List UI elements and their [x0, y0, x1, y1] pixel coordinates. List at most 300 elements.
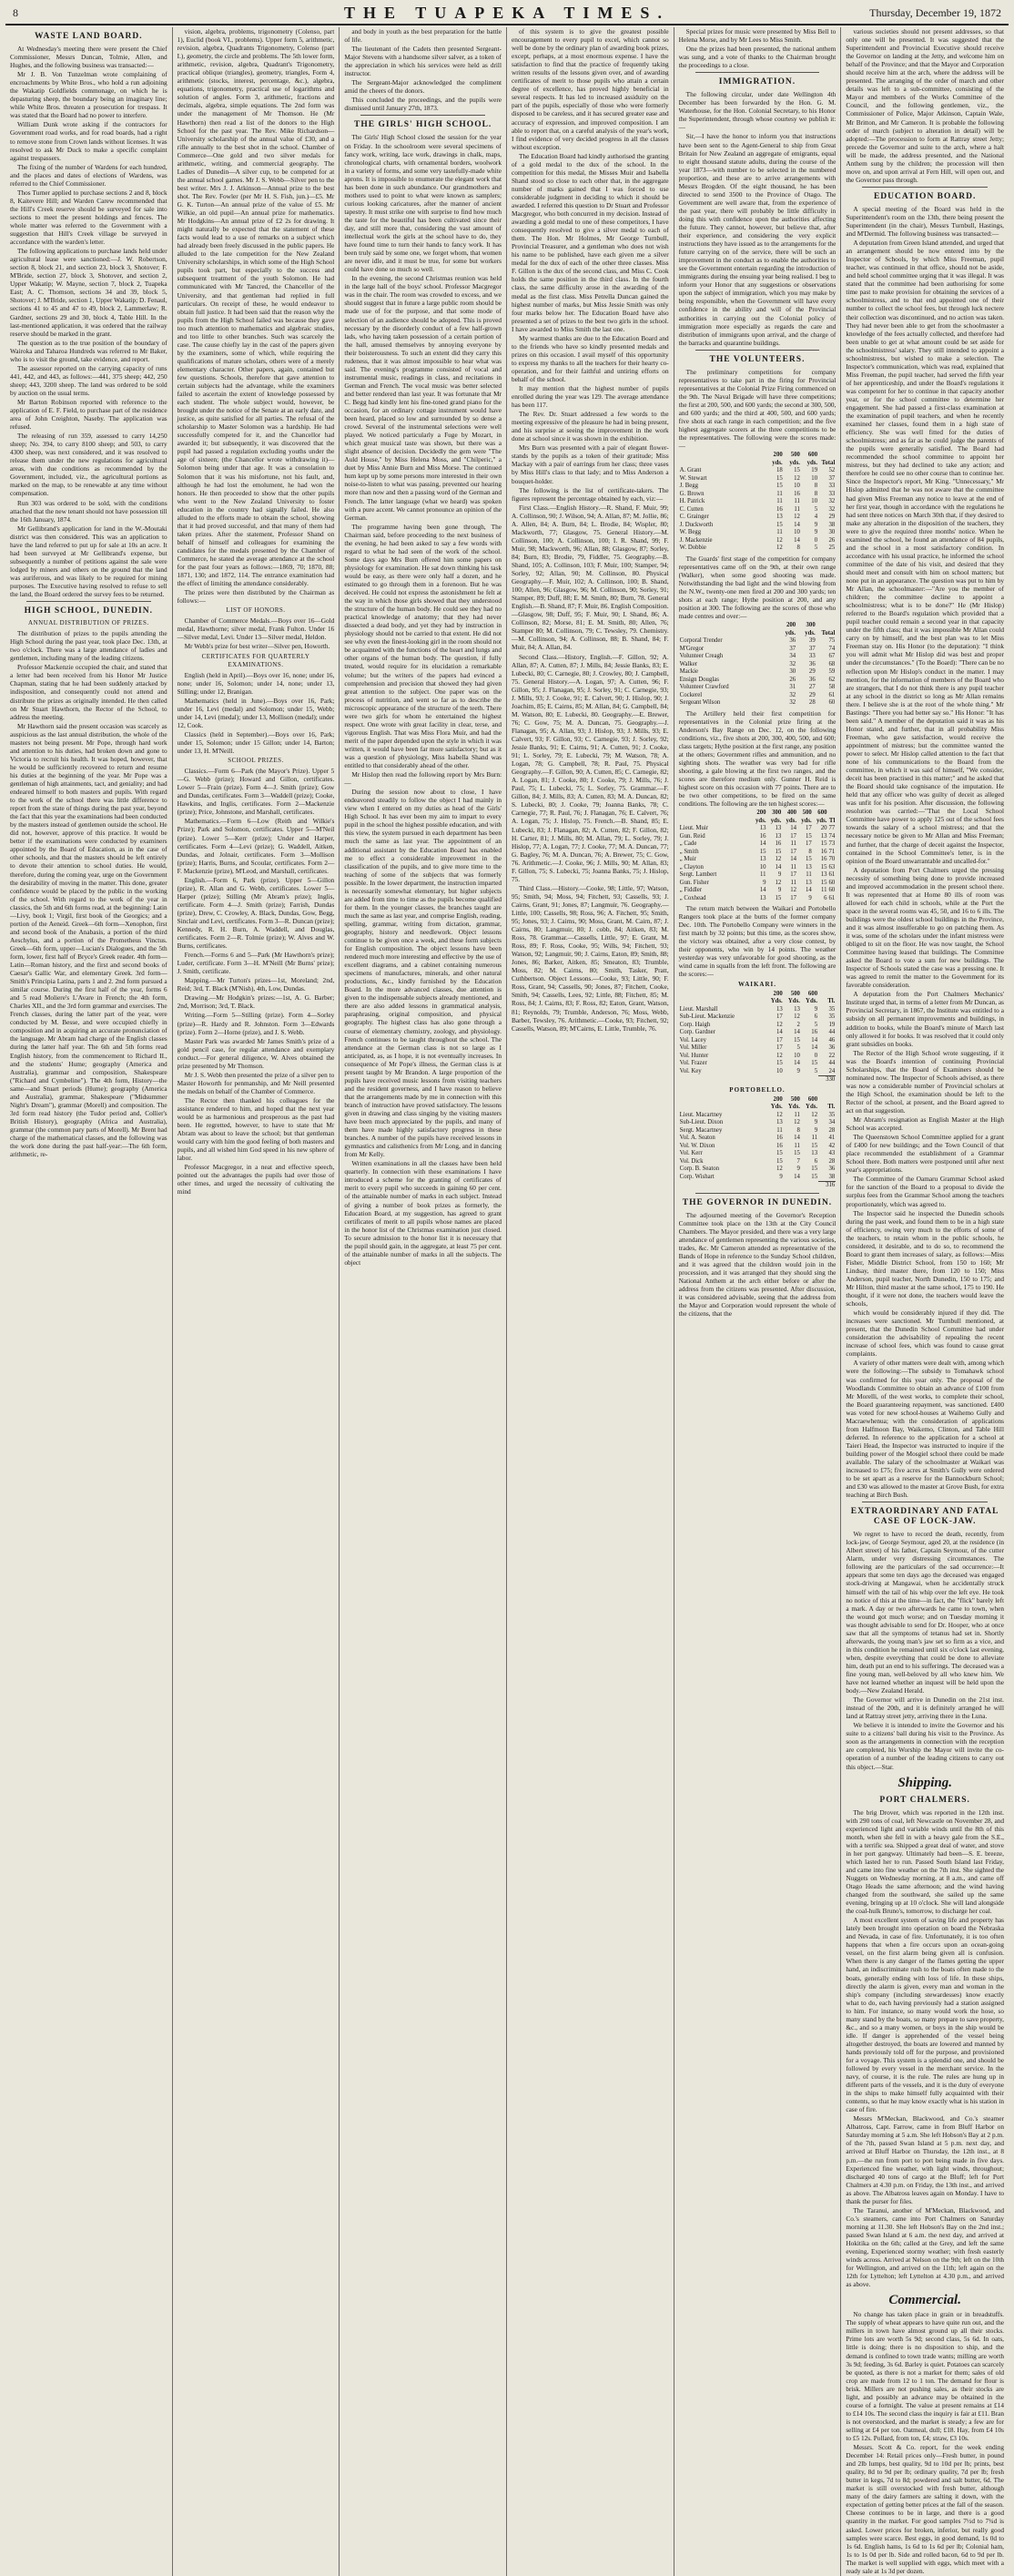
table-cell-score: 12 — [775, 879, 782, 886]
table-cell-score: 15 — [820, 840, 827, 848]
table-cell-score: 74 — [828, 645, 836, 652]
table-cell-score: 15 — [820, 863, 827, 871]
paragraph: Messrs M'Meckan, Blackwood, and Co.'s steamer Albatross, Capt. Farrow, came in from Bluff Harbor on Saturday morning at 5 a.m. She left Hobson's Bay at 2 p.m. of the 7th, passed Swan Island at 5 p.m. next day, and arrived at Bluff Harbor on Thursday, the 12th inst., at 8 p.m.—the run from port to port being made in five days. Experienced fine weather, with light winds, throughout; discharged 40 tons of cargo at the Bluff; left for Port Chalmers at 4.30 p.m. on Friday, the 13th inst., and arrived as above. The Albatross leaves again on Monday. I have to thank the purser for files. — [846, 2114, 1004, 2205]
paragraph: The programme having been gone through, The Chairman said, before proceeding to the next business of the evening, he had been asked to say a few words with regard to what he had seen of the work of the school. Some days ago Mrs Burn offered him some papers on physiology for examination. He sat down thinking his task would be easy, as there were only half a dozen, and he estimated to go through them in a forenoon. But he was deceived. He could not express the astonishment he felt at the way in which those girls showed that they understood the structure of the human body. He could see they had no practical knowledge of anatomy; that they had never dissected a dead body, and yet they had by instruction in physiology should not be carried to that extent. He did not see why even the finest-looking girl in the room should not be acquainted with the functions of the heart and lungs and other organs of the human body. The question, if fully treated, would require for its elucidation a remarkable volume; but the writers of the papers had evinced a comprehension and precision that showed they had given great attention to the subject. One paper was on the process of nutrition, and went so far as to describe the microscopic appearance of the structure of the teeth. There were two girls for whom he entertained the highest respect. One wrote with great facility in clear, terse, and vigorous English. That was Miss Flora Muir, and had the merit of the paper depended upon the style in which it was written, it would have been far more satisfactory; but as it was a question of physiology, Miss Isabella Shand was entitled to that considerably ahead of the other. — [344, 522, 502, 770]
table-cell-score: 17 — [776, 1036, 783, 1044]
table-row — [679, 1037, 837, 1045]
table-cell-name: Vol. Hunter — [679, 1052, 709, 1059]
table-header — [679, 1104, 837, 1112]
paragraph: The distribution of prizes to the pupils attending the High School during the past year, took place Dec. 13th, at two o'clock. There was a large attendance of ladies and gentlemen, including many of the leading citizens. — [10, 629, 167, 663]
table-cell-score: 28 — [828, 1157, 836, 1165]
table-cell-score: 19 — [828, 1021, 836, 1028]
table-cell-name — [679, 452, 766, 460]
table-cell-name — [679, 991, 766, 999]
table-cell-score: 13 — [776, 1005, 783, 1013]
table-cell-score: Yds. — [806, 1104, 818, 1111]
table-cell-score: 500 — [790, 990, 800, 997]
table-row — [679, 1112, 837, 1120]
table-cell-score: 5 — [814, 505, 818, 513]
divider — [695, 350, 820, 351]
paragraph: The question as to the true position of the boundary of Wairoka and Taharoa Hundreds was referred to Mr Baker, who is to visit the ground, take evidence, and report. — [10, 338, 167, 363]
table-cell-score: 15 — [776, 1150, 783, 1157]
table-cell-name: G. Brown — [679, 490, 705, 497]
table-row — [679, 1143, 837, 1151]
column-1 — [5, 27, 173, 2576]
table-cell-score: 8 — [808, 848, 812, 855]
paragraph: The Rector then thanked his colleagues for the assistance rendered to him, and hoped that the next year would be as harmonious and prosperous as the past had been. He regretted, however, to have to state that Mr Abram was about to leave the school; but that gentleman would carry with him the good feeling of both masters and pupils, and all wished him God speed in his new sphere of labor. — [177, 1095, 335, 1163]
table-cell-name — [679, 818, 752, 826]
paragraph: Mr Barton Robinson reported with reference to the application of E. F. Field, to purchase part of the residence area of John Creighton, Naseby. The application was refused. — [10, 397, 167, 432]
paragraph: Written examinations in all the classes have been held quarterly. In connection with these examinations I have introduced a scheme for the granting of certificates of merit to every pupil who succeeds in gaining 60 per cent. of the attainable number of marks in each subject. Instead of giving a number of book prizes as formerly, the Education Board, at my suggestion, has agreed to grant certificates of merit to all pupils whose names are placed in the honor list of the Christmas examination just closed. To secure admission to the honor list it is necessary that the pupil should gain, in the aggregate, at least 75 per cent. of the attainable number of marks in all the subjects. The object — [344, 1159, 502, 1267]
table-cell-score: 77 — [828, 825, 836, 832]
table-cell-score: 36 — [828, 1166, 836, 1173]
headline-waste-land-board: WASTE LAND BOARD. — [35, 32, 143, 41]
table-cell-score: Tl. — [827, 998, 836, 1005]
table-cell-score: 13 — [775, 832, 782, 840]
table-row — [679, 1135, 837, 1143]
table-cell-score: 8 — [814, 483, 818, 490]
table-cell-score: 44 — [828, 1029, 836, 1036]
table-row — [679, 849, 837, 857]
table-cell-score: 8 — [814, 490, 818, 497]
paragraph: Mathematics (held in June).—Boys over 16, Park; under 16, Levi (medal) and Solomon; under 15, Webb; under 14, Levi (medal); under 13, Mollison (medal); under 12, Cook. — [177, 696, 335, 729]
table-cell-score: 74 — [828, 832, 836, 840]
table-row — [679, 856, 837, 864]
table-cell-name: Volunteer Creagh — [679, 653, 724, 660]
table-cell-score: yds. — [786, 817, 797, 824]
table-cell-score: 9 — [814, 1126, 818, 1134]
paragraph: The lieutenant of the Cadets then presented Sergeant-Major Stevens with a handsome silver salver, as a token of the appreciation in which his services were held as drill instructor. — [344, 45, 502, 78]
column-6 — [841, 27, 1009, 2576]
table-cell-score: 11 — [790, 840, 797, 848]
table-cell-score: 600 — [807, 990, 818, 997]
paragraph: A variety of other matters were dealt with, among which were the following:—The subsidy to Tomahawk school was confirmed for this year only. The proposal of the Woodlands Committee to obtain an advance of £100 from Mr Morelli, of the west works, to complete their school, the Board guaranteeing repayment, was sanctioned. £400 was voted for new school-houses at Waihemo Gully and Macraewhenua; with the consideration of applications from Halfmoon Bay, Waikemo, Clinton, and Table Hill deferred. In reference to the application for a school at Taieri Head, the Inspector was instructed to inquire if the building power of the Mosgiel school there could be made available. The salary of the schoolmaster at Waikari was increased to £75; five acres at Smith's Gully were ordered to be set apart as a reserve for the Bannockburn School; and £30 was allowed to the master at Grove Bush, for extra teaching at Birch Bush. — [846, 1359, 1004, 1500]
table-cell-score: 9 — [763, 879, 766, 886]
table-cell-score: 5 — [796, 1044, 800, 1052]
table-row — [679, 1013, 837, 1022]
paragraph: Mr J. S. Webb then presented the prize of a silver pen to Master Howorth for penmanship, and Mr Neill presented the medals on behalf of the Chamber of Commerce. — [177, 1070, 335, 1095]
paragraph: The Girls' High School closed the session for the year on Friday. In the schoolroom were several specimens of fancy work, writing, lace work, drawings in chalk, maps, chronological charts, with ornamental borders, woolwork in a variety of forms, and some very tastefully-made white aprons. It is impossible to enumerate the elegant work that has been done in such abundance. Our grandmothers and mothers used to point to what were known as samplers; curious looking caricatures, after the manner of ancient tapestry. It must strike one with surprise to find how much the taste for the beautiful has been cultivated since their day, and still more that, considering the vast amount of intellectual work the girls at the school have to do, they have found time to turn their hands to fancy work. It has been truly said by some one, we forget whom, that women are never idle, and it must be true, for some but workers could have done so much so well. — [344, 133, 502, 274]
table-cell-score: 11 — [776, 490, 783, 497]
table-cell-score: 60 — [828, 879, 836, 886]
paragraph: Professor Macgregor, in a neat and effective speech, pointed out the advantages the pupils had over those of other times, and urged the necessity of cultivating the mind — [177, 1163, 335, 1196]
table-cell-score: 11 — [776, 498, 783, 505]
table-cell-score: 600 — [817, 809, 827, 817]
paragraph: The following circular, under date Wellington 4th December has been forwarded by the Hon. G. M. Waterhouse, for the Hon. Colonial Secretary, to his Honor the Superintendent, through whose courtesy we publish it:— — [678, 90, 837, 132]
table-cell-score: 17 — [805, 840, 812, 848]
divider — [360, 115, 485, 116]
table-cell-score: 35 — [828, 1005, 836, 1013]
table-cell-score: 10 — [811, 474, 818, 482]
table-cell-score: 12 — [794, 1119, 800, 1126]
table-cell-name — [679, 460, 766, 468]
paragraph: A special meeting of the Board was held in the Superintendent's room on the 13th, there being present the Superintendent (in the chair), Messrs Turnbull, Hastings, and M'Dermid. The following business was transacted:— — [846, 204, 1004, 239]
table-cell-score: 2 — [796, 1021, 800, 1028]
table-cell-name — [679, 622, 777, 630]
table-cell-score: yds. — [816, 817, 827, 824]
table-cell-name: Cockerel — [679, 691, 703, 698]
table-cell-score: 16 — [820, 848, 827, 855]
table-cell-score: 16 — [775, 840, 782, 848]
table-cell-name: W. Stewart — [679, 474, 707, 482]
table-cell-score: 14 — [811, 1036, 818, 1044]
table-cell-name: „ Coxhead — [679, 894, 706, 901]
table-row — [679, 699, 837, 708]
table-cell-name: M'Gregor — [679, 645, 705, 652]
table-cell-name: Sergeant Wilson — [679, 699, 721, 707]
issue-date: Thursday, December 19, 1872 — [869, 6, 1001, 19]
table-cell-score: 6 — [814, 1013, 818, 1021]
paragraph: The Guards' first stage of the competition for company representatives came off on the 9th, at their own range (Walker), when some good shooting was made. Notwithstanding the bad light and the wind blowing from the N.W., twenty-one men fired at 200 and 300 yards; ten shots at each range; Hythe position at 200, and any position at 300. The following are the scores of those who made centres and over:— — [678, 554, 837, 620]
table-cell-score: 37 — [789, 645, 796, 652]
table-cell-score: 200 — [756, 809, 766, 817]
paragraph: We believe it is intended to invite the Governor and his suite to a citizens' ball during his visit to the Province. As soon as the arrangements in connection with the reception are completed, his Worship the Mayor will invite the co-operation of a number of the leading citizens to carry out this object.—Star. — [846, 1721, 1004, 1771]
table-row — [679, 825, 837, 833]
table-cell-score: 12 — [775, 856, 782, 863]
paragraph: The Rector of the High School wrote suggesting, if it was the Board's intention of continuing Provincial Scholarships, that the Board of Examiners should be nominated now. The Inspector of Schools advised, as there was now a considerable number of Provincial scholars at the High School, the examination should be left to the Rector of the school, at present, and the Board agreed to act on that suggestion. — [846, 1048, 1004, 1115]
table-row — [679, 1119, 837, 1127]
table-cell-score: Total — [821, 629, 836, 636]
table-cell-score: 59 — [828, 668, 836, 676]
paragraph: The Sergeant-Major acknowledged the compliment amid the cheers of the donors. — [344, 78, 502, 96]
table-cell-score: 11 — [760, 871, 766, 879]
table-cell-score: 67 — [828, 653, 836, 660]
paragraph: Classics.—Form 6—Park (the Mayor's Prize). Upper 5—G. Webb (prize); Howard and Gillon, certificates. Lower 5—Frain (prize). Form 4—J. Smith (prize); Gow and Dundas, certificates. Form 3—Waddell (prize); Cooke, Hawkins, and Inglis, certificates. Form 2—Mackenzie (prize); Price, Johnstone, and Marshall, certificates. — [177, 767, 335, 817]
table-cell-score: Tl. — [827, 1104, 836, 1111]
headline-immigration: IMMIGRATION. — [718, 77, 796, 87]
paragraph: It may mention that the highest number of pupils enrolled during the year was 129. The average attendance has been 117. — [512, 384, 669, 410]
headline-port-chalmers: PORT CHALMERS. — [879, 1795, 970, 1805]
table-cell-name: Vol. Kerr — [679, 1150, 703, 1157]
table-cell-score: 14 — [776, 1029, 783, 1036]
table-cell-score: 30 — [828, 529, 836, 536]
paragraph: Mr Hawthorn said the present occasion was scarcely as auspicious as the last annual distribution, the whole of the masters not being present. Mr Pope, through hard work and attention to his duties, had broken down and gone to Victoria to recruit his health. It was hoped, however, that he would be sufficiently recovered to return and resume his duties at the beginning of the year. Mr Pope was a gentleman of high attainments, tact, and geniality; and had endeared himself to both masters and pupils. With regard to the work of the school there was little difference to report from the state of things during the past year, beyond the fact that this year the examinations had been conducted by the masters instead of gentlemen outside the school. He did not, however, approve of this practice. It would be better if the examinations were conducted by examiners appointed by the Board of Education, as in the case of other schools, and that the masters should be left entirely to devote their attention to school duties. He would, therefore, during the coming year, urge on the Government the desirability of moving in the matter. This done, greater confidence would be placed by the public in the working of the school. With regard to the work of the year in classics, the 5th and 6th forms read, at the beginning: Latin—Livy, book 1; Virgil, first book of the Georgics; and a portion of the Aeneid. Greek—6th form—Xenophon, first and second book of the Anabasis, a portion of the third Aeschylus, and a portion of the Prometheus Vinctus. Greek—6th form, upper—Lucian's Dialogues, and the 5th form, lower, first half of Bryce's Greek reader. 4th form—Latin—Roman history, and the first and second books of Caesar's Gallic War, and elementary Greek. 3rd form—Smith's Principia Latina, parts 1 and 2. 2nd form pursued a similar course. During the first half of the year, forms 6 and 5 read Moliere's L'Avare in French; the 4th form, Charles XII., and the 3rd form grammar and exercises. The French classes, during the latter part of the year, were conducted by M. Besse, and were occupied chiefly in composition and in acquiring an accurate pronunciation of the language. Mr Abram had charge of the English classes during the latter half year. The 6th and 5th forms read English history, from the commencement to Richard II., and the students' Hume; geography (America and Australia), grammar and composition, Shakespeare ("Richard and Cymbeline"). The 4th form, History—the same—and Stuart periods (Hume); geography (America and Australia), grammar, Shakespeare ("Midsummer Night's Dream"), grammar (Morell) and composition. The 3rd form read history (the Tudor period and, Collier's British History), geography (Africa and Australia), grammar (the common pary parts of Morell). Mr Brent had charge of the mathematical classes, and the following was the work done during the past half-year:—The 6th form, arithmetic, re- — [10, 721, 167, 1159]
table-cell-score: 16 — [776, 1135, 783, 1142]
table-row — [679, 653, 837, 661]
table-cell-score: 61 — [828, 691, 836, 698]
table-cell-score: 26 — [828, 536, 836, 544]
divider — [862, 187, 988, 188]
table-cell-score: 11 — [790, 863, 797, 871]
table-total: 316 — [818, 1182, 836, 1190]
table-cell-score: yds. — [785, 629, 796, 636]
paragraph: Mr Webb's prize for best writer—Silver pen, Howorth. — [184, 642, 330, 651]
table-cell-score: 68 — [828, 660, 836, 667]
table-cell-score: yds. — [772, 459, 783, 466]
paragraph: The prizes were then distributed by the Chairman as follows:— — [177, 588, 335, 606]
table-cell-score: 70 — [828, 856, 836, 863]
table-cell-score: 18 — [776, 467, 783, 474]
table-cell-name: „ Muir — [679, 856, 696, 863]
table-cell-score: 15 — [776, 474, 783, 482]
table-cell-score: 11 — [806, 871, 812, 879]
table-cell-name: J. Duckworth — [679, 521, 714, 528]
table-cell-score: 6 — [824, 894, 827, 901]
table-cell-score: 28 — [808, 699, 816, 707]
table-cell-score: 0 — [814, 536, 818, 544]
table-cell-score: 9 — [796, 1067, 800, 1074]
table-cell-score: 8 — [796, 1126, 800, 1134]
table-cell-score: yds. — [755, 817, 766, 824]
table-cell-name: Lieut. Marshall — [679, 1005, 718, 1013]
table-cell-score: yds. — [801, 817, 812, 824]
table-cell-score: 12 — [776, 1111, 783, 1118]
paragraph: A deputation from Green Island attended, and urged that an arrangement should be now entered into by the Inspector of Schools, by which Miss Freeman, pupil teacher, was continued in that office, should not be aside, and held school committee urging that it was illegal. It was stated that the committee had been authorising for some time past to make provision for obtaining the services of a schoolmistress, and to that end appointed one of their number to collect the school fees, but through luck nectere their collection was discontinued, and no action was taken. They had never been able to get from the schoolmaster a knowledge of the fees actually collected, and therefore had been unable to get at what amount could be set aside for the schoolmistress' salary. They still intended to appoint a schoolmistress, but wished to make a selection. The Inspector's communication, which was read, explained that Miss Freeman, the pupil teacher, had served the fifth year of her apprenticeship, and under the Board's regulations it was competent for her to continue in that capacity another year, or for the school committee to determine her engagement. She had passed a first-class examination at the examination of pupil teachers, and when he recently examined her classes, found them in a high state of efficiency. She was well fitted for the duties of schoolmistress; and as far as he could judge the parents of the pupils were generally satisfied. The Board had recommended the school committee to appoint her mistress, but they had declined to take any action; and therefore he could see no other course than to continue her. Since the Inspector's report, Mr King. "Unnecessary," Mr Hislop admitted that he was not aware that the committee had given Miss Freeman any notice to leave at the end of her first year, though in accordance with the regulations he had sent three notices on March 30th that, if they desired to make any alteration in the disposition of the teachers, they were to give the required three months' notice. When he examined the school, he found an attendance of 84 pupils, and the school in a most satisfactory condition. In accordance with his usual practice, he informed the school committee of the date of his visit, and desired that they should meet and consult with him on school matters; but none put in an appearance. The question was put to him by Mr Allan, the schoolmaster:—"Are you the member of children; the committee decline to appoint a schoolmistress; what is to be done?" He (Mr Hislop) referred to the Board's regulation which provided that a pupil teacher could remain a second year in that capacity under the fifth class; that it was impossible Mr Allan could carry on by himself, and the best plan was to let Miss Freeman stay on. His Honor (to the deputation): "I think you will admit what Mr Hislop did was best and proper under the circumstances." (To the Board): "There can be no reflection upon Mr Hislop's conduct in the matter. I may mention, for the information of members of the Board who are strangers, that I do not think there is any pupil teacher at any school in the district so long as Mr Allan remains there. I believe she is at the root of the whole thing." Mr Bastings: "There you had better say so." His Honor: "It has been said." A member of the deputation said it was as his Honor stated, and further, that in all probability Miss Freeman, who gave satisfaction, would receive the appointment of mistress; but the committee wanted the power to select. Mr Hislop called attention to the fact that none of his communications to the Board from the committee, in which it was said of himself, "We consider, deceit has been practised in this matter;" and he asked that the Board should take cognisance of the imputation. He held that any officer who was guilty of deceit as alleged was unfit for his position. After discussion, the following resolution was carried:—"That the Local School Committee have power to apply 125 out of the school fees towards the salary of a school mistress; and that the necessary notice be given to Mr Allan and Miss Freeman; and further, that the charge of deceit against the Inspector, contained in the School Committee's letter, is in the opinion of the Board unwarrantable and uncalled-for." — [846, 239, 1004, 865]
table-row — [679, 887, 837, 895]
paragraph: The brig Drover, which was reported in the 12th inst. with 290 tons of coal, left Newcastle on November 28, and experienced light and variable winds until the 8th of this month, when she fell in with a heavy gale from the S.E., with a terrific sea. Shipped a great deal of water, and stove in her port gangway. Ultimately had been—S. E. breeze, which lasted her to run. Passed South Island last Friday, and came into fine weather on the 7th inst. She sighted the Nuggets on Wednesday morning, at 8 a.m., and came off Otago Heads the same afternoon; and the wind having changed from the southward, she sailed up the same evening, bringing up at 10 o'clock. She will land alongside the coal-hulk Bruno's, tomorrow, to discharge her coal. — [846, 1807, 1004, 1916]
paragraph: At Wednesday's meeting there were present the Chief Commissioner, Messrs Duncan, Tolmie, Allen, and Hughes, and the following business was transacted:— — [10, 45, 167, 70]
table-cell-score: 11 — [794, 1142, 800, 1149]
table-row — [679, 1053, 837, 1061]
table-cell-name: J. Mackenzie — [679, 536, 713, 544]
table-cell-score: 12 — [794, 1013, 800, 1021]
table-header — [679, 991, 837, 999]
table-cell-score: 11 — [794, 505, 800, 513]
table-row — [679, 864, 837, 872]
table-row — [679, 522, 837, 530]
table-cell-name — [679, 809, 752, 818]
table-cell-score: 10 — [776, 1067, 783, 1074]
table-cell-name: Lieut. Muir — [679, 825, 708, 832]
table-cell-score: 10 — [759, 863, 766, 871]
table-cell-name: C. Grainger — [679, 514, 709, 521]
headline-education-board: EDUCATION BOARD. — [873, 191, 977, 201]
column-2 — [173, 27, 340, 2576]
table-cell-score: 15 — [794, 1150, 800, 1157]
column-5 — [674, 27, 842, 2576]
paragraph: The Artillery held their first competition for representatives in the Colonial prize firing at the Anderson's Bay Range on Dec. 12, on the following conditions, viz., five shots at 200, 300, 400, 500, and 600; class targets; Hythe position at the first range, any position at the others; Government rifles and ammunition, and no sighting shots. The weather was very bad for rifle shooting, a gale blowing at the first two ranges, and the scores are therefore medium only. Gunner H. Reid is highest score on this occasion with 77 points. There are to be two other competitions, to be fired on the same conditions. The following are the ten highest scores:— — [678, 708, 837, 809]
paragraph: Classics (held in September).—Boys over 16, Park; under 15, Solomon; under 15 Gillon; under 14, Barton; under 13, H. M'Neill. — [177, 729, 335, 756]
table-cell-score: 0 — [814, 1052, 818, 1059]
paragraph: various societies should not present addresses, so that only one will be presented. It was suggested that the Superintendent and Provincial Executive should receive the Governor on landing at the Jetty, and welcome him on behalf of the Province; and that the Mayor and Corporation should receive him at the arch, where the address will be presented. The arranging of the order of march and other details was left to a sub-committee, consisting of the Mayor and members of the Works Committee of the Council, and the following gentlemen, viz., the Commissioner of Police, Major Atkinson, Captain Wale, Mr Britton, and Mr Cameron. It is probable the following order of march (subject to alteration in detail) will be adopted:—The procession to form at Rattray street Jetty; precede the Governor and suite to the arch, where a halt will be made, the address presented, and the National Anthem sung by the children; the procession will then move on, and upon arrival at Fern Hill, will open out, and the Governor pass through. — [846, 27, 1004, 184]
table-cell-score: Yds. — [787, 998, 800, 1005]
paragraph: In the evening, the second Christmas reunion was held in the large hall of the boys' school. Professor Macgregor was in the chair. The room was crowded to excess, and we should suggest that in future a large public room should be made use of for the purpose, and that some mode of selection of an audience should be adopted. This is proved necessary by the disorderly conduct of a few half-grown lads, who having taken possession of a certain portion of the hall, amused themselves by annoying everyone by their boisterousness. To such an extent did they carry this rudeness, that it was almost impossible to hear what was said. The evening's programme consisted of vocal and instrumental music, readings in class, and recitations in German and French. The vocal music was better selected and better rendered than last year. It was fortunate that Mr C. Begg had kindly lent his fine-toned grand piano for the occasion, for an ordinary cottage instrument would have been heard, placed so low and surrounded by so dense a crowd. Several of the instrumental selections were well played. We noticed particularly a Fuge by Mozart, in which great musical taste was shown, but there was a slight absence of decision. Decidedly the gem were "The Auld House," by Miss Helena Moss, and "Chilperic," a duet by Miss Annie Burn and Miss Morse. The continued hum kept up by some persons more interested in their own noise-to-listen to what was passing, prevented our hearing more than now and then a passing word of the German and French. The latter language (what we heard) was spoken with a pure accent. We cannot pronounce an opinion of the German. — [344, 274, 502, 522]
paragraph: The Education Board had kindly authorised the granting of a gold medal to the dux of the school. In the competition for this medal, the Misses Muir and Isabella Shand stood so close to each other that, in the aggregate number of marks gained that I was forced to use considerable judgment in deciding to which it should be awarded. I referred this question to Dr Stuart and Professor Macgregor, who both concurred in my decision. Instead of awarding a gold medal to one of these competitors, I have consequently resolved to give a silver medal to each of them. The Hon. Mr Holmes, Mr George Turnbull, Provincial Treasurer, and a gentleman who does not wish his name to be published, have each given me a silver medal for the dux of each of the other three classes. Miss F. Gillon is the dux of the second class, and Miss C. Cook holds the same position in the third class. In the fourth class, the same difficulty arose in the awarding of the medal as the first class. Miss Petrella Duncan gained the highest number of marks, but Miss Jessie Smith was only four marks below her. The Education Board have also presented a set of prizes to the best two girls in the school. I have awarded to Miss Smith the last one. — [512, 151, 669, 333]
table-cell-score: 14 — [794, 536, 800, 544]
table-cell-name: Volunteer Crawford — [679, 684, 729, 691]
table-cell-score: 9 — [779, 1173, 783, 1180]
table-header — [679, 998, 837, 1006]
table-cell-score: 24 — [828, 1067, 836, 1074]
table-cell-score: 13 — [805, 863, 812, 871]
table-cell-score: 9 — [814, 1119, 818, 1126]
table-cell-score: 43 — [828, 1150, 836, 1157]
table-cell-name: „ Fiddler — [679, 887, 703, 894]
columns — [5, 27, 1009, 2575]
table-cell-score: 15 — [776, 521, 783, 528]
table-cell-name: H. Patrick — [679, 498, 705, 505]
table-cell-score: 12 — [776, 545, 783, 552]
table-cell-score: 38 — [828, 1173, 836, 1180]
paragraph: The releasing of run 359, assessed to carry 14,250 sheep; No. 394, to carry 8100 sheep; and 503, to carry 4300 sheep, was next considered, and it was resolved to release them under the new regulations for agricultural areas, with due conditions as recommended by the Government, included, viz., the agricultural portions as marked on the map, to be renewable at any time without compensation. — [10, 432, 167, 498]
table-cell-score: 60 — [828, 887, 836, 894]
table-row — [679, 1166, 837, 1174]
table-cell-score: 15 — [811, 1173, 818, 1180]
table-row — [679, 514, 837, 522]
table-cell-name: Vol. Key — [679, 1067, 702, 1074]
table-cell-score: 500 — [790, 1095, 800, 1103]
table-cell-score: 11 — [776, 1126, 783, 1134]
table-cell-score: 13 — [805, 879, 812, 886]
table-cell-score: yds. — [805, 629, 816, 636]
table-row — [679, 677, 837, 685]
table-cell-name: Corp. Wishart — [679, 1173, 715, 1180]
table-cell-name: Sub-Lieut. Dixon — [679, 1119, 724, 1126]
table-cell-name: Corp. Gardner — [679, 1029, 715, 1036]
table-cell-name: „ Cade — [679, 840, 697, 848]
table-cell-score: 15 — [811, 1060, 818, 1067]
table-cell-score: 36 — [789, 637, 796, 645]
paragraph: Sir,—I have the honor to inform you that instructions have been sent to the Agent-General to ship from Great Britain for New Zealand an aggregate of emigrants, equal to eight thousand statute adults, during the course of the year 1873—with number to be selected in the numbered proportion, and these are to arrive arrangements with Messrs Brogden. Of the eight thousand, he has been directed to send 3500 to the Province of Otago. The Government are well aware that, from the experience of the past year, there will probably be little difficulty in doing this with confidence upon the authorities affecting the future. They cannot, however, but believe that, after their experience, and considering the very explicit instructions they have issued as to the arrangements for the future carrying on of the service, there will be such an improvement in the conduct as to enable the authorities to see the Government entertain regarding the introduction of immigrants during the ensuing year being realised. I beg to inform your Honor that any suggestions or observations upon the subject of immigration, which you may make by being responsible, when the Government will have every confidence in the ability and will of the Provincial authorities in carrying out the Colonial policy of immigration more especially as regards the care and distribution of immigrants upon arrival, and the charge of the barracks and quarantine buildings. — [678, 132, 837, 347]
table-cell-score: 13 — [811, 1150, 818, 1157]
table-cell-score: 6 — [814, 1157, 818, 1165]
table-cell-score: 15 — [776, 1060, 783, 1067]
table-header — [679, 818, 837, 826]
table-cell-name: Mackie — [679, 668, 699, 676]
section-heading-shipping: Shipping. — [897, 1775, 952, 1790]
column-3 — [340, 27, 507, 2576]
paragraph: The following applications to purchase lands held under agricultural lease were sanctioned:—J. W. Robertson, section 8, block 21, and section 23, block 3, Shotover; F. M'Bride, section 27, block 3, Shotover, and section 2, Upper Wakatip; W. Mayne, section 7, block 2, Tuapeka East; A. C. Thomson, sections 34 and 39, block 5, Shotover; J. M'Bride, section 1, Upper Wakatip; D. Fenaul, sections 41 to 45 and 47 to 49, block 2, Lammerlaw; R. Gardner, sections 29 and 30, block 4, Table Hill. In the last-mentioned application, it was ordered that the railway reserve should be marked in the grant. — [10, 247, 167, 338]
table-cell-score: 200 — [773, 1095, 783, 1103]
table-row — [679, 880, 837, 888]
table-cell-name: Vol. Dick — [679, 1157, 704, 1165]
table-cell-score: 14 — [794, 1135, 800, 1142]
table-row — [679, 895, 837, 903]
table-row — [679, 1060, 837, 1068]
table-cell-score: 13 — [820, 871, 827, 879]
table-cell-name — [679, 630, 777, 638]
table-cell-score: 12 — [794, 474, 800, 482]
paragraph: Mapping.—Mr Turton's prizes—1st, Moreland; 2nd, Reid; 3rd, T. Black (M'Nish), 4th, Low, Dundas. — [177, 976, 335, 993]
table-cell-score: 16 — [811, 1029, 818, 1036]
table-cell-score: 33 — [828, 483, 836, 490]
table-cell-score: 42 — [828, 1142, 836, 1149]
table-cell-score: 37 — [808, 645, 816, 652]
paragraph: The Rev. Dr. Stuart addressed a few words to the meeting expressive of the pleasure he had in being present, and his surprise at seeing the improvement in the work done at school since it was shown in the exhibition. — [512, 410, 669, 443]
table-cell-score: 14 — [794, 1029, 800, 1036]
paragraph: Drawing.—Mr Hodgkin's prizes:—1st, A. G. Barber; 2nd, Morrison; 3rd, T. Black. — [177, 993, 335, 1011]
table-cell-score: 28 — [828, 1126, 836, 1134]
table-row — [679, 506, 837, 514]
table-cell-name: Ensign Douglas — [679, 676, 719, 683]
table-total-row — [679, 1076, 837, 1084]
table-cell-score: 500 — [790, 452, 800, 459]
table-cell-score: 73 — [828, 840, 836, 848]
table-cell-score: 71 — [828, 848, 836, 855]
table-cell-score: 35 — [828, 1013, 836, 1021]
table-cell-score: 15 — [776, 1157, 783, 1165]
table-cell-score: Total — [821, 459, 836, 466]
table-cell-name — [679, 1096, 766, 1105]
table-header — [679, 1096, 837, 1105]
table-cell-score: 29 — [828, 514, 836, 521]
table-cell-name: Vol. Lacey — [679, 1036, 706, 1044]
table-cell-score: 34 — [828, 1119, 836, 1126]
table-row — [679, 491, 837, 499]
table-cell-score: 12 — [776, 1021, 783, 1028]
table-cell-name: „ Clayton — [679, 863, 704, 871]
table-cell-score: 12 — [790, 887, 797, 894]
table-cell-score: 22 — [828, 1052, 836, 1059]
paragraph: English (held in April).—Boys over 16, none; under 16, none; under 16, Solomon; under 14, none; under 13, Stilling; under 12, Branigan. — [177, 670, 335, 696]
table-row — [679, 840, 837, 849]
table-cell-score: 300 — [772, 809, 782, 817]
score-table-naval — [679, 452, 837, 553]
table-header — [679, 622, 837, 630]
table-row — [679, 498, 837, 506]
paragraph: Messrs. Scott & Co. report, for the week ending December 14: Retail prices only—Fresh butter, in pound and 2lb lumps, best quality, 9d to 10d per lb; prints, best quality, 8d to 9d per lb; ordinary quality, 7d per lb; fresh butter in kegs, 7d to 8d; powdered and salt butter, 6d. The market is still overstocked with fresh butter, although many of the dairy farmers are salting it down, with the expectation of getting better prices at the fall of the season. Cheese continues to be in large, and there is a good quantity in the market. For good samples 7½d to 7¾d is asked. Lower prices for broken, inferior, but really good samples were scarce. Best eggs, in good demand, 1s 0d to 1s 6d. English hams, 1s 6d to 1s 6d per lb; Colonial ham, 1s to 1s 0d per lb. Side and rolled bacon, 6d to 9d per lb. The market is well supplied with eggs, which meet with a ready sale at 1s 3d per dozen. — [846, 2443, 1004, 2575]
paragraph: William Dunk wrote asking if the contractors for Government road works, and for road boards, had a right to remove stone from Crown lands without licenses. It was resolved to ask Mr Duck to make a specific complaint against trespassers. — [10, 120, 167, 162]
paragraph: of this system is to give the greatest possible encouragement to every pupil to excel, which cannot so well be done by the ordinary plan of awarding book prizes, except, perhaps, at a most enormous expense. I have the satisfaction to find that the practice of frequently taking written results of the lessons given over, and of awarding certificates of merit to those pupils who attain a certain degree of excellence, has proved highly beneficial in several respects. It has led to increased assiduity on the part of the pupils, especially of those who were formerly disposed to be careless, and it has secured greater ease and accuracy of expression, and improved composition. I am able to report that, on a careful analysis of the year's work, I find evidence of very decided progress in all the classes without exception. — [512, 27, 669, 151]
table-cell-score: 17 — [776, 1044, 783, 1052]
table-cell-name: Gun. Fisher — [679, 879, 709, 886]
table-cell-score: 15 — [776, 483, 783, 490]
paragraph: vision, algebra, problems, trigonometry (Colenso, part 1), Euclid (book VI., problems). Upper form 5, arithmetic, revision, algebra, Quadrants Trigonometry, Colenso (part I.), geometry, the circle and problems. The 5th lower form, arithmetic, revision, algebra, Quadrant's Trigonometry, practical oblique (triangles), geometry, triangles, Form 4, arithmetic (stocks, interest, percentage, &c.), algebra, equations, trigonometry, practical use of logarithms and solution of angles. Form 3, arithmetic, fractions and decimals, algebra, simple equations. The 2nd form was under the management of Mr Thomson. He (Mr Hawthorn) then read a list of the donors to the High School for the past year. The Rev. Mike Richardson—University scholarship of the annual value of £30, and a rifle annually to the best shot in the school. Chamber of Commerce—One gold and two silver medals for arithmetic, writing, and commercial geography. The Ladies of Dunedin—A silver cup, to be competed for at the annual school games. Mr J. S. Webb—Silver pen to the best writer. Mrs J. J. Atkinson—Annual prize to the best shot. The Rev. Fowler (per Mr H. S. Fish, jun.)—£5. Mr G. K. Turton—An annual prize of the value of £5. Mr Wilkie, an old pupil—An annual prize for mathematics. Mr Hodgkins—An annual prize of £2 2s for drawing. It might naturally be expected that the statement of these facts would lead to a use of remarks on a subject which had already been freely discussed in the public papers. He alluded to the late competition for the New Zealand University scholarships, in which some of the High School pupils took part, but especially to the success and subsequent treatment of the youth Solomon. He had communicated with Mr Tancred, the Chancellor of the University, and that gentleman had replied in full particulars. On receipt of these, he would endeavor to obtain full justice. It had been said that the reason why the pupils from the High School failed was because they gave too much attention to mathematics and algebraic studies, and too little to other branches. Such was scarcely the case. The cause chiefly lay in the cast of the papers given by the examiners, some of which, while requiring the qualifications of mature scholars, others were of a merely elementary character. Other papers, again, contained but few questions. Schools, therefore that gave attention to certain subjects had the advantage, while the examiners failed to ascertain the extent of knowledge possessed by each student. The whole subject would, however, be brought under the notice of the Senate at an early date, and justice, as quite satisfied for all parties. The refusal of the scholarship to Master Solomon was a hardship. He had successfully competed for it, and the Chancellor had awarded it; but subsequently, it was discovered that the pupil had passed a regulation excluding youths under the age of sixteen; (the Chancellor wrote withdrawing it)—Solomon being under that age. It was a consolation to Solomon that it was his misfortune, not his fault, and, although he had lost the emolument, he had won the honors. He then proceeded to show that the other pupils who went to the New Zealand University to foster education in the country had signally failed. He also alluded to the efforts made to obtain the school, showing that it had proved successful, and that many of them had taken prizes. After the statement, Professor Shand on behalf of himself and colleagues for examining the candidates for the medals presented by the Chamber of Commerce, he stated the average attendance at the school for the past four years as follows:—1869, 70; 1870, 88; 1871, 130; and 1872, 114. The entrance examination had the effect of limiting the attendance considerably. — [177, 27, 335, 588]
table-cell-score: 32 — [828, 505, 836, 513]
table-cell-score — [818, 452, 836, 460]
table-cell-score: 5 — [814, 1021, 818, 1028]
table-total-row — [679, 1182, 837, 1190]
table-cell-score: 15 — [775, 894, 782, 901]
subheading: SCHOOL PRIZES. — [228, 757, 284, 765]
table-cell-score: 5 — [814, 1067, 818, 1074]
table-cell-score: 16 — [794, 490, 800, 497]
table-cell-score: 32 — [789, 699, 796, 707]
table-caption: PORTOBELLO. — [729, 1085, 786, 1094]
paragraph: A deputation from the Port Chalmers Mechanics' Institute urged that, in terms of a letter from Mr Duncan, as Provincial Secretary, in 1867, the Institute was entitled to a subsidy on all permanent improvements and buildings, in addition to books, while the Board's minute of March last only allowed it for books. It was resolved that it could only grant subsidies on books. — [846, 990, 1004, 1048]
paragraph: The fixing of the number of Wardens for each hundred, and the places and dates of elections of Wardens, was referred to the Chief Commissioner. — [10, 162, 167, 188]
table-cell-score: 33 — [808, 653, 816, 660]
table-cell-score: 9 — [777, 871, 782, 879]
paragraph: Third Class.—History.—Cooke, 98; Little, 97; Watson, 95; Smith, 94; Moss, 94; Fitchett, 93; Cassells, 93; J. Cairns, Grant, 91; Jones, 87; Langmuir, 76. Geography.—Little, 100; Cassells, 98; Ross, 96; A. Fitchett, 95; Smith, 95; Jones, 93; J. Cairns, 90; Moss, Grant, M. Cairn, 87; J. Cairns, 80; Langmuir, 80; J. cobb, 84; Aitken, 83; M. Ross, 78. Grammar.—Cassells, Little, 97; E. Grant, M. Ross, 89; F. Ross, Cooke, 95; Wills, 94; Fitchett, 93; Watson, 92; Langmuir, 90; J. Cairns, Eaton, 89; Smith, 88; Jones, 86; Barker, Aitken, 85; Smeaton, 83; Trumble, Moss, 82; M. Cairns, 80; Smith, Tasker, Pratt, Cuthbertson. Object Lessons.—Cooke, 93; Little, 90; F. Ross, Grant, 94; Cassells, 90; Jones, 87; Fitchett, Cooke, Smith, 94; Cassells, Lees, 92; Little, 88; Fitchett, 85; M. Ross, 84; J. Cairns, 83; F. Ross, 82; Eaton, Grant, Watson, 81; Reynolds, 79; Trumble, Anderson, 76; Moss, Webb, Barber, Tewsley, 76. Arithmetic.—Cooke, 93; Fitchett, 92; Cassells, Watson, 89; M'Cairns, E. Little, Trumble, 76. — [512, 883, 669, 1033]
table-row — [679, 646, 837, 654]
headline-girls-high-school: THE GIRLS' HIGH SCHOOL. — [354, 120, 492, 130]
subheading: CERTIFICATES FOR QUARTERLY EXAMINATIONS. — [201, 652, 310, 668]
table-cell-score: 15 — [759, 848, 766, 855]
table-cell-score: 39 — [808, 637, 816, 645]
table-row — [679, 637, 837, 646]
table-row — [679, 1068, 837, 1076]
table-cell-score: 9 — [777, 887, 782, 894]
table-cell-name: A. Grant — [679, 467, 702, 474]
paragraph: Mathematics.—Form 6—Low (Reith and Wilkie's Prize); Park and Solomon, certificates. Upper 5—M'Neil (prize). Lower 5—Kerr (prize); Under and Harper, certificates. Form 4—Levi (prize); G. Waddell, Aitken, Dundas, and Jolnair, certificates. Form 3—Mollison (prize); Harris, Burns, and Scoular, certificates. Form 2—F. Mackenzie (prize), M'Leod, and Marshall, certificates. — [177, 817, 335, 875]
table-cell-score: 13 — [775, 825, 782, 832]
table-cell-score: 13 — [776, 514, 783, 521]
table-header — [679, 809, 837, 818]
table-cell-score: 15 — [811, 1166, 818, 1173]
table-cell-score: 16 — [759, 832, 766, 840]
paragraph: Chamber of Commerce Medals.—Boys over 16—Gold medal, Hawthorne; silver medal, Frank Fulton. Under 16—Silver medal, Levi. Under 13—Silver medal, Heldon. — [177, 616, 335, 642]
table-cell-score: 32 — [828, 498, 836, 505]
table-cell-score: 14 — [790, 825, 797, 832]
score-table-artillery — [679, 809, 837, 902]
table-cell-score: Yds. — [787, 1104, 800, 1111]
paragraph: The adjourned meeting of the Governor's Reception Committee took place on the 13th at the City Council Chambers. The Mayor presided, and there was a very large attendance of gentlemen representing the various societies, trades, &c. Mr Cameron attended as representative of the Bands of Hope in reference to the Sunday School children, and it was agreed that the children would join in the procession, and it was arranged that they should sing the National Anthem at the arch either before or after the address from the citizens was presented. After discussion, it was considered advisable, seeing that the address from the Mayor and Corporation would represent the whole of the citizens, that the — [678, 1210, 837, 1319]
paragraph: Second Class.—History, English.—F. Gillon, 92; A. Allan, 87; A. Cutten, 87; J. Mills, 84; Jessie Banks, 83; E. Lubecki, 80; C. Carnegie, 80; J. Crowley, 80; J. Campbell, 75. General History.—A. Logan, 97; A. Cutten, 96; F. Gillon, 95; J. Flanagan, 95; J. Sorley, 91; C. Carnegie, 93; J. Mills, 93; J. Cooke, 91; E. Calvert, 90; J. Hislop, 90; J. Joachim, 85; E. Cairns, 85; M. Allan, 84; G. Campbell, 84; M. Watson, 80; E. Lubecki, 80. Geography.—E. Brewer, 76; C. Gow, 75; M. A. Duncan, 75. Geography.—J. Flanagan, 95; A. Allan, 93; J. Hislop, 93; J. Mills, 93; E. Calvert, 93; F. Gillon, 93; C. Carnegie, 93; J. Sorley, 92; Jessie Banks, 91; E. Cairns, 91; A. Cutten, 91; J. Cooke, 91; L. Sorley, 79; E. Lubecki, 79; M. Watson, 78; A. Logan, 78; G. Campbell, 78; R. Paul, 75. Physical Geography.—F. Gillon, 90; A. Cutten, 85; C. Carnegie, 82; A. Logan, 81; J. Cooke, 80; J. Cooke, 79; J. Mills, 76; J. Paul, 75; L. Lubecki, 75; L. Sorley, 75. Grammar.—F. Gillon, 84; J. Mills, 83; A. Cutten, 83; M. A. Duncan, 82; S. Lubecki, 80; J. Cooke, 79; Joanna Banks, 78; C. Carnegie, 77; R. Paul, 76; J. Flanagan, 76; E. Calvert, 76; A. Logan, 75; J. Hislop, 75. French.—B. Shand, 85; E. Lubecki, 83; J. Flanagan, 82; A. Cutten, 82; F. Gillon, 82; H. Carter, 81; J. Mills, 80; M. Allan, 79; L. Sorley, 79; J. Hislop, 77; A. Logan, 77; J. Cooke, 77; M. A. Duncan, 77; G. Bagley, 76; M. A. Duncan, 76; A. Brewer, 75; C. Gow, 76. Arithmetic.—J. Cooke, 96; J. Mills, 90; M. Allan, 83; F. Gillon, 75; S. Lubecki, 75; Joanna Banks, 75; J. Hislop, 75. — [512, 652, 669, 883]
table-cell-score: yds. — [789, 459, 800, 466]
table-cell-score: 14 — [759, 840, 766, 848]
page-number: 8 — [13, 6, 18, 19]
paragraph: Mr Hislop then read the following report by Mrs Burn:— — [344, 770, 502, 788]
table-cell-score: 33 — [828, 490, 836, 497]
table-cell-name: Vol. Miller — [679, 1044, 707, 1052]
paragraph: We regret to have to record the death, recently, from lock-jaw, of George Seymour, aged 20, at the residence (in Albert street) of his father, Captain Seymour, of the cutter Alarm, under very distressing circumstances. The following are the particulars of the sad occurrence:—It appears that some ten days ago the deceased was engaged stock-driving at Mangawai, when he accidentally struck himself with the tail of his whip over the left eye. He took no notice of this at the time—in fact, the "flick" barely left a mark. A day or two afterwards he came to town, when the wound got much worse; and on Tuesday morning it was thought advisable to send for Dr. Hooper, who at once saw that all the symptoms of tetanus had set in. Shortly afterwards, the young man's jaw set so firm as a vice, and in this condition he remained until six o'clock last evening, when, despite everything that could be done to alleviate him, death put an end to his sufferings. The deceased was a fine young man, well-beloved by all who knew him. We have not learned whether an inquest will be held upon the body.—New Zealand Herald. — [846, 1530, 1004, 1695]
table-cell-score: 9 — [796, 1166, 800, 1173]
table-cell-score: 7 — [796, 1157, 800, 1165]
table-header — [679, 460, 837, 468]
table-cell-score: 14 — [794, 1173, 800, 1180]
paragraph: One the prizes had been presented, the national anthem was sung, and a vote of thanks to the Chairman brought the proceedings to a close. — [678, 45, 837, 70]
